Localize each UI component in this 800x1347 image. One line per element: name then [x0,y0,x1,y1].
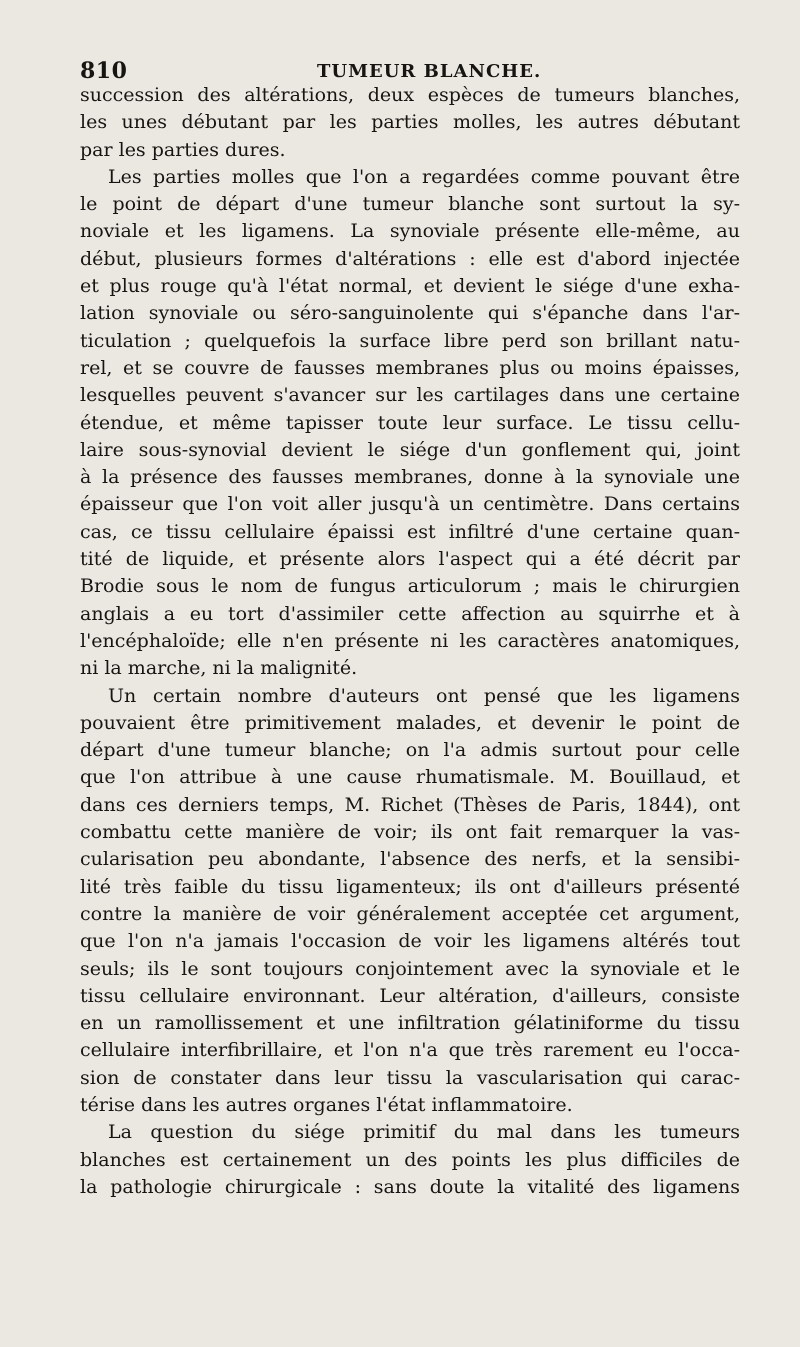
text-line: succession des altérations, deux espèces de tumeurs blanches, [80,84,740,106]
text-line: et plus rouge qu'à l'état normal, et devient le siége d'une exha- [80,275,740,298]
text-line: Brodie sous le nom de fungus articulorum ; mais le chirurgien [80,575,740,598]
text-line: térise dans les autres organes l'état inflammatoire. [80,1093,573,1116]
body-text [80,82,740,1201]
text-line: cellulaire interfibrillaire, et l'on n'a que très rarement eu l'occa- [80,1039,740,1062]
text-line: par les parties dures. [80,138,286,161]
text-line: le point de départ d'une tumeur blanche sont surtout la sy- [80,193,740,216]
text-line: lation synoviale ou séro-sanguinolente qui s'épanche dans l'ar- [80,302,740,325]
text-line: à la présence des fausses membranes, donne à la synoviale une [80,466,740,489]
page-number: 810 [80,58,128,84]
text-line: cas, ce tissu cellulaire épaissi est infiltré d'une certaine quan- [80,520,740,543]
text-line: étendue, et même tapisser toute leur surface. Le tissu cellu- [80,411,740,434]
text-line: tité de liquide, et présente alors l'aspect qui a été décrit par [80,548,740,571]
text-line: tissu cellulaire environnant. Leur altération, d'ailleurs, consiste [80,984,740,1007]
text-line: épaisseur que l'on voit aller jusqu'à un centimètre. Dans certains [80,493,740,516]
text-line: en un ramollissement et une infiltration gélatiniforme du tissu [80,1012,740,1035]
text-line: cularisation peu abondante, l'absence des nerfs, et la sensibi- [80,848,740,871]
text-line: début, plusieurs formes d'altérations : elle est d'abord injectée [80,247,740,270]
text-line: sion de constater dans leur tissu la vascularisation qui carac- [80,1066,740,1089]
text-line: la pathologie chirurgicale : sans doute la vitalité des ligamens [80,1175,740,1198]
text-line: noviale et les ligamens. La synoviale présente elle-même, au [80,220,740,243]
text-line: combattu cette manière de voir; ils ont fait remarquer la vas- [80,821,740,844]
text-line: anglais a eu tort d'assimiler cette affection au squirrhe et à [80,602,740,625]
text-line: les unes débutant par les parties molles, les autres débutant [80,111,740,134]
text-line: La question du siége primitif du mal dans les tumeurs [108,1121,740,1144]
text-line: pouvaient être primitivement malades, et devenir le point de [80,711,740,734]
text-line: ticulation ; quelquefois la surface libre perd son brillant natu- [80,329,740,352]
text-line: l'encéphaloïde; elle n'en présente ni les caractères anatomiques, [80,629,740,652]
text-line: dans ces derniers temps, M. Richet (Thèses de Paris, 1844), ont [80,793,740,816]
text-line: lité très faible du tissu ligamenteux; ils ont d'ailleurs présenté [80,875,740,898]
text-line: ni la marche, ni la malignité. [80,657,358,680]
text-line: que l'on n'a jamais l'occasion de voir les ligamens altérés tout [80,930,740,953]
text-line: lesquelles peuvent s'avancer sur les cartilages dans une certaine [80,384,740,407]
text-line: que l'on attribue à une cause rhumatismale. M. Bouillaud, et [80,766,740,789]
text-line: contre la manière de voir généralement acceptée cet argument, [80,902,740,925]
text-line: départ d'une tumeur blanche; on l'a admis surtout pour celle [80,739,740,762]
text-line: Les parties molles que l'on a regardées comme pouvant être [108,165,740,188]
running-head: TUMEUR BLANCHE. [317,61,542,82]
text-line: laire sous-synovial devient le siége d'un gonflement qui, joint [80,438,740,461]
text-line: rel, et se couvre de fausses membranes plus ou moins épaisses, [80,356,740,379]
text-line: seuls; ils le sont toujours conjointement avec la synoviale et le [80,957,740,980]
text-line: blanches est certainement un des points les plus difficiles de [80,1148,740,1171]
text-line: Un certain nombre d'auteurs ont pensé que les ligamens [108,684,740,707]
